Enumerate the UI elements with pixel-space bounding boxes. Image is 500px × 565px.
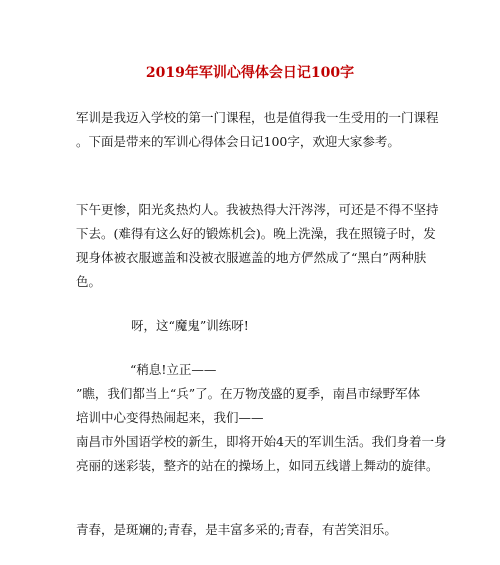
text-line: 军训是我迈入学校的第一门课程，也是值得我一生受用的一门课程 <box>76 110 439 125</box>
text-line: ”瞧，我们都当上“兵”了。在万物茂盛的夏季，南昌市绿野军体 <box>76 386 421 401</box>
text-line: 下午更惨，阳光炙热灼人。我被热得大汗涔涔，可还是不得不坚持 <box>76 202 439 217</box>
text-line: 培训中心变得热闹起来，我们—— <box>76 410 264 425</box>
document-title: 2019年军训心得体会日记100字 <box>145 65 355 81</box>
text-line: 亮丽的迷彩装，整齐的站在的操场上，如同五线谱上舞动的旋律。 <box>76 458 439 473</box>
text-line: 现身体被衣服遮盖和没被衣服遮盖的地方俨然成了“黑白”两种肤 <box>76 250 427 265</box>
text-line: 南昌市外国语学校的新生，即将开始4天的军训生活。我们身着一身 <box>76 434 447 449</box>
text-line: 色。 <box>76 274 102 289</box>
text-line: 。下面是带来的军训心得体会日记100字，欢迎大家参考。 <box>76 134 400 149</box>
text-line: “稍息!立正—— <box>130 362 217 377</box>
text-line: 下去。(难得有这么好的锻炼机会)。晚上洗澡，我在照镜子时，发 <box>76 226 436 241</box>
text-line: 青春，是斑斓的;青春，是丰富多采的;青春，有苦笑泪乐。 <box>76 522 397 537</box>
text-line: 呀，这“魔鬼”训练呀! <box>131 318 249 333</box>
